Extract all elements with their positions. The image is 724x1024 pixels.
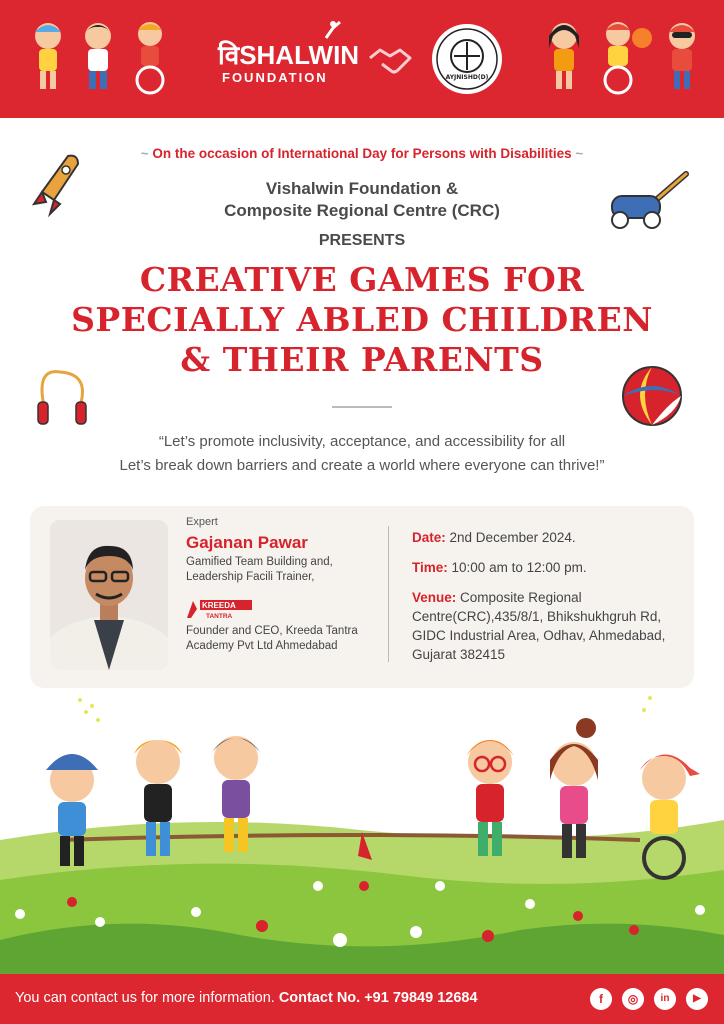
logo-subtitle: FOUNDATION — [222, 70, 328, 85]
logo-text: विSHALWIN — [218, 40, 360, 70]
title-line-3: & THEIR PARENTS — [180, 340, 544, 379]
kid-wheelchair-ball-illustration — [596, 18, 654, 96]
time-label: Time: — [412, 560, 448, 575]
instagram-icon[interactable]: ◎ — [622, 988, 644, 1010]
kid-illustration — [660, 18, 704, 96]
kreeda-tantra-logo — [186, 598, 266, 620]
time-value: 10:00 am to 12:00 pm. — [451, 560, 587, 575]
header-banner — [0, 0, 724, 118]
youtube-icon[interactable]: ▶ — [686, 988, 708, 1010]
expert-organization: Founder and CEO, Kreeda Tantra Academy Pvt Ltd Ahmedabad — [186, 625, 358, 652]
presents-label: PRESENTS — [318, 232, 406, 249]
venue-label: Venue: — [412, 590, 457, 605]
expert-portrait-image — [50, 520, 168, 670]
seal-emblem-icon — [432, 24, 502, 94]
kid-illustration — [26, 18, 70, 96]
quote-line-1: “Let’s promote inclusivity, acceptance, and accessibility for all — [158, 433, 566, 450]
quote-line-2: Let’s break down barriers and create a world where everyone can thrive!” — [119, 457, 605, 474]
event-venue — [412, 588, 682, 664]
contact-number[interactable]: +91 79849 12684 — [364, 990, 478, 1006]
linkedin-icon[interactable]: in — [654, 988, 676, 1010]
footer-bar — [0, 974, 724, 1024]
event-time — [412, 558, 587, 577]
organizer-line-1: Vishalwin Foundation & — [265, 179, 459, 198]
expert-photo — [50, 520, 168, 670]
expert-role: Gamified Team Building and, Leadership Facili Trainer, — [186, 556, 333, 583]
svg-text:TANTRA: TANTRA — [206, 613, 233, 620]
seal-text: AYJNISHD(D) — [445, 74, 489, 81]
handshake-icon — [368, 42, 412, 78]
expert-label: Expert — [186, 516, 218, 528]
expert-name: Gajanan Pawar — [186, 533, 308, 552]
occasion-line — [0, 146, 724, 161]
contact-label: Contact No. — [278, 990, 361, 1006]
venue-value: Composite Regional Centre(CRC),435/8/1, Bhikshukhgruh Rd, GIDC Industrial Area, Odhav, Ahmedabad, Gujarat 382415 — [412, 590, 666, 662]
event-date — [412, 528, 576, 547]
title-line-1: CREATIVE GAMES FOR — [139, 260, 585, 299]
swirl-icon: ~ — [571, 146, 584, 161]
card-divider — [388, 526, 389, 662]
date-label: Date: — [412, 530, 446, 545]
kid-illustration — [76, 18, 120, 96]
organizers — [0, 178, 724, 222]
swirl-icon: ~ — [140, 146, 153, 161]
footer-text: You can contact us for more information. — [15, 990, 275, 1006]
kid-illustration — [542, 18, 586, 96]
kid-wheelchair-illustration — [128, 18, 172, 96]
ayjnishd-seal — [432, 24, 502, 94]
title-line-2: SPECIALLY ABLED CHILDREN — [71, 300, 653, 339]
organizer-line-2: Composite Regional Centre (CRC) — [224, 201, 500, 220]
event-title — [0, 260, 724, 380]
contact-info — [15, 990, 478, 1006]
tug-of-war-illustration — [0, 690, 724, 974]
vishalwin-logo — [218, 20, 360, 92]
quote — [0, 430, 724, 478]
svg-text:KREEDA: KREEDA — [202, 601, 236, 610]
divider — [332, 406, 392, 408]
occasion-text: On the occasion of International Day for Persons with Disabilities — [152, 146, 572, 161]
facebook-icon[interactable]: f — [590, 988, 612, 1010]
date-value: 2nd December 2024. — [449, 530, 576, 545]
